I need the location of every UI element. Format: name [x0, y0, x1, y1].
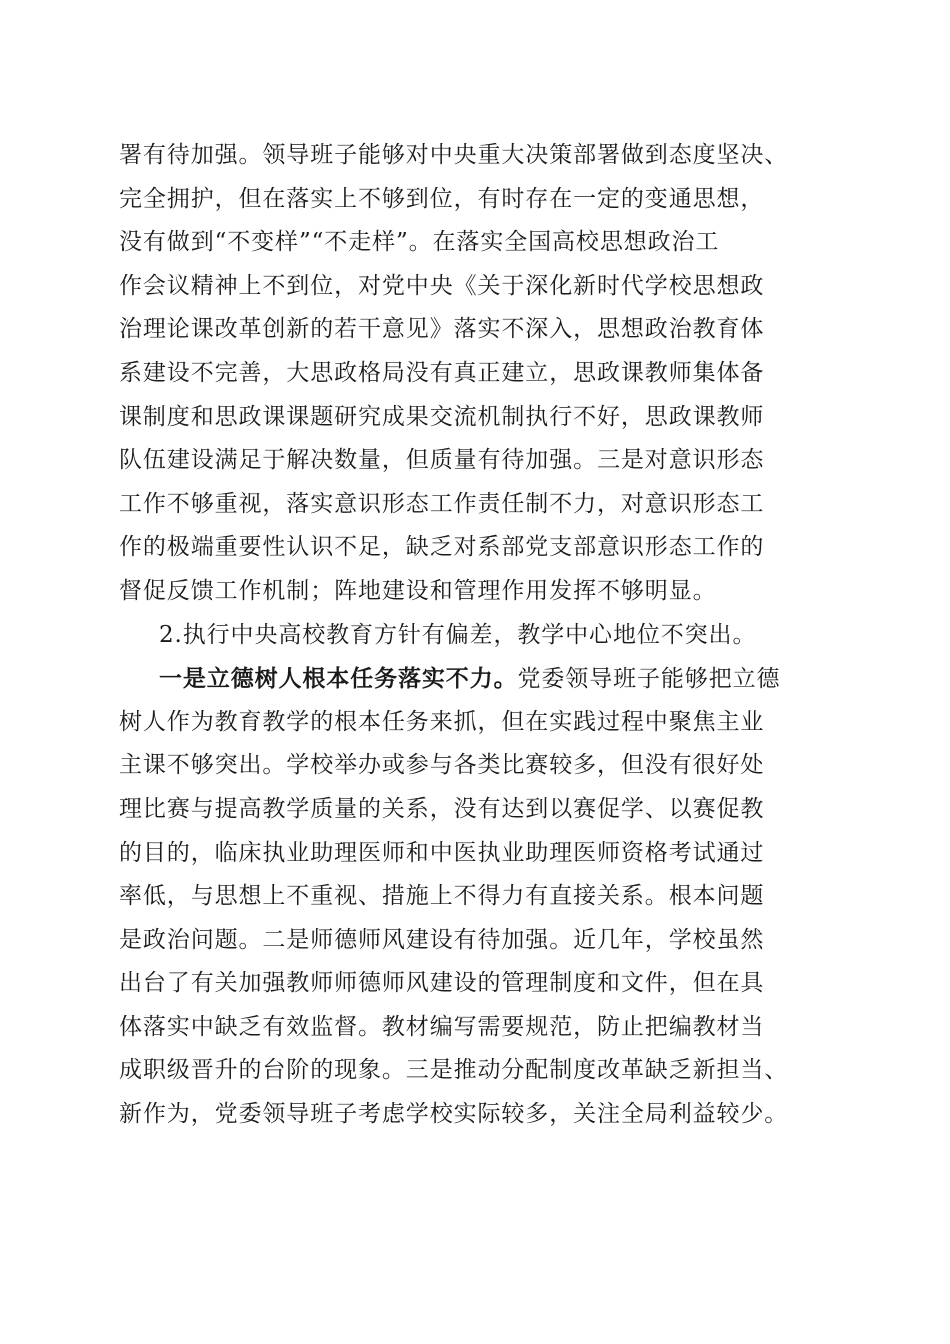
text-line: 出台了有关加强教师师德师风建设的管理制度和文件，但在具 [119, 970, 765, 997]
text-line: 队伍建设满足于解决数量，但质量有待加强。三是对意识形态 [119, 447, 765, 474]
text-line: 理比赛与提高教学质量的关系，没有达到以赛促学、以赛促教 [119, 795, 765, 822]
text-line: 完全拥护，但在落实上不够到位，有时存在一定的变通思想， [119, 185, 765, 212]
text-line: 治理论课改革创新的若干意见》落实不深入，思想政治教育体 [119, 316, 765, 343]
text-line: 系建设不完善，大思政格局没有真正建立，思政课教师集体备 [119, 359, 765, 386]
first-line-rest: 党委领导班子能够把立德 [517, 666, 781, 693]
paragraph-first-line [119, 657, 839, 701]
text-line: 督促反馈工作机制；阵地建设和管理作用发挥不够明显。 [119, 577, 717, 604]
text-line: 树人作为教育教学的根本任务来抓，但在实践过程中聚焦主业 [119, 708, 765, 735]
text-line: 作的极端重要性认识不足，缺乏对系部党支部意识形态工作的 [119, 534, 765, 561]
body-text [119, 134, 839, 1137]
text-line: 作会议精神上不到位，对党中央《关于深化新时代学校思想政 [119, 272, 765, 299]
text-line: 课制度和思政课课题研究成果交流机制执行不好，思政课教师 [119, 403, 765, 430]
text-line: 率低，与思想上不重视、措施上不得力有直接关系。根本问题 [119, 883, 765, 910]
text-line: 是政治问题。二是师德师风建设有待加强。近几年，学校虽然 [119, 926, 765, 953]
bold-lead-text: 一是立德树人根本任务落实不力。 [159, 665, 518, 693]
text-line: 新作为，党委领导班子考虑学校实际较多，关注全局利益较少。 [119, 1101, 789, 1128]
text-line: 成职级晋升的台阶的现象。三是推动分配制度改革缺乏新担当、 [119, 1057, 789, 1084]
text-line: 工作不够重视，落实意识形态工作责任制不力，对意识形态工 [119, 490, 765, 517]
text-line: 的目的，临床执业助理医师和中医执业助理医师资格考试通过 [119, 839, 765, 866]
text-line: 署有待加强。领导班子能够对中央重大决策部署做到态度坚决、 [119, 142, 789, 168]
section-heading: 2.执行中央高校教育方针有偏差，教学中心地位不突出。 [159, 621, 757, 648]
text-line: 没有做到“不变样”“不走样”。在落实全国高校思想政治工 [119, 229, 720, 256]
text-line: 体落实中缺乏有效监督。教材编写需要规范，防止把编教材当 [119, 1013, 765, 1040]
text-line: 主课不够突出。学校举办或参与各类比赛较多，但没有很好处 [119, 752, 765, 779]
